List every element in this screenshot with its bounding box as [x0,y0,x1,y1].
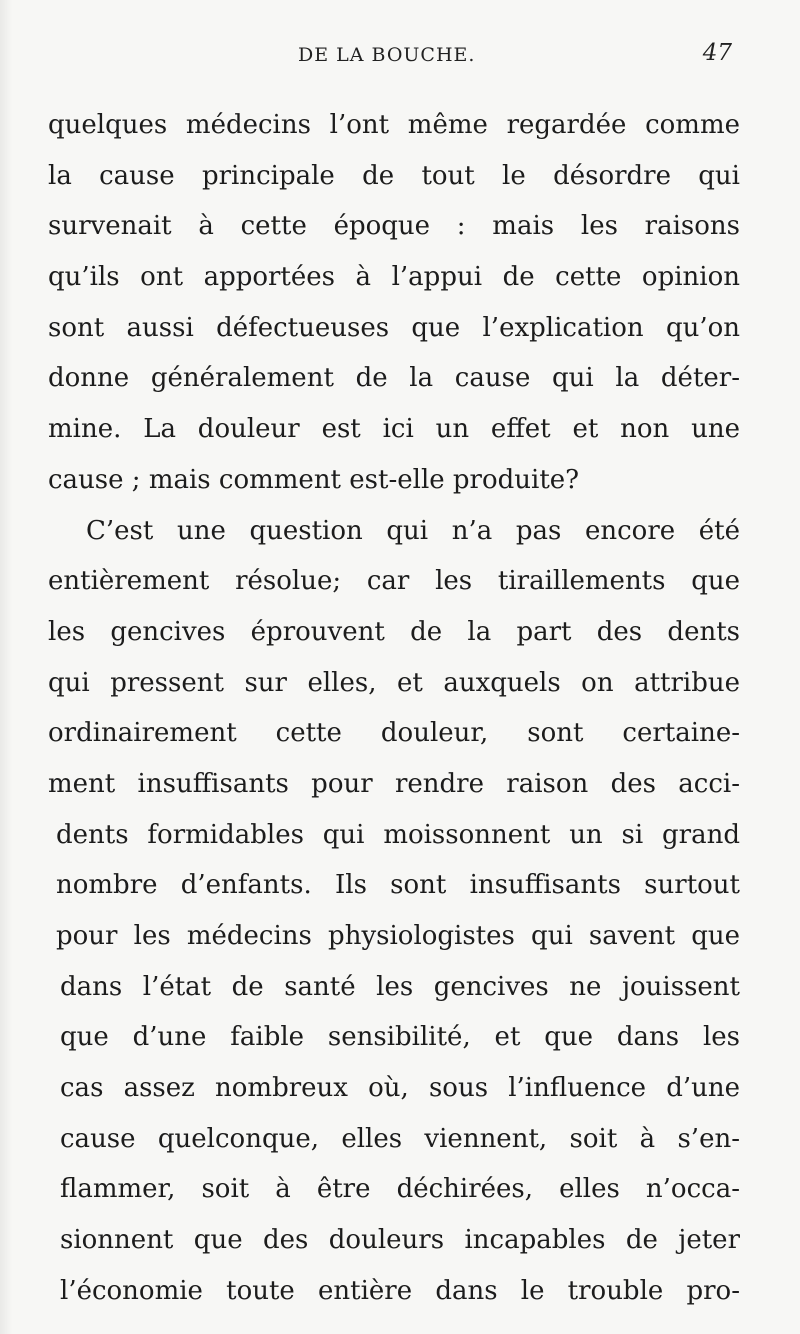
body-text [48,100,740,1317]
text-line: cas assez nombreux où, sous l’influence d’une [60,1073,740,1104]
text-line: survenait à cette époque : mais les raisons [48,211,740,242]
text-line: pour les médecins physiologistes qui savent que [56,921,740,951]
text-line: entièrement résolue; car les tiraillements que [48,566,740,597]
text-line: nombre d’enfants. Ils sont insuffisants surtout [56,870,740,901]
text-line: ment insuffisants pour rendre raison des acci- [48,768,740,799]
text-line: l’économie toute entière dans le trouble pro- [60,1275,740,1306]
text-line: cause quelconque, elles viennent, soit à s’en- [60,1123,740,1154]
text-line: qui pressent sur elles, et auxquels on attribue [48,667,740,698]
paragraph-end-line: cause ; mais comment est-elle produite? [48,464,580,495]
page-number: 47 [702,40,732,66]
text-line: dans l’état de santé les gencives ne jouissent [60,971,740,1002]
text-line: qu’ils ont apportées à l’appui de cette opinion [48,262,740,293]
text-line: les gencives éprouvent de la part des dents [48,616,740,647]
page-edge-shadow [0,0,12,1334]
page-header [0,40,800,74]
text-line: dents formidables qui moissonnent un si grand [56,819,740,850]
text-line: que d’une faible sensibilité, et que dans les [60,1022,740,1053]
paragraph-start-line: C’est une question qui n’a pas encore été [86,515,740,546]
text-line: la cause principale de tout le désordre qui [48,160,740,191]
text-line: flammer, soit à être déchirées, elles n’occa- [60,1174,740,1205]
text-line: donne généralement de la cause qui la déter- [48,363,740,394]
text-line: sionnent que des douleurs incapables de jeter [60,1225,740,1256]
text-line: ordinairement cette douleur, sont certaine- [48,718,740,749]
running-head: DE LA BOUCHE. [298,44,476,66]
text-line: mine. La douleur est ici un effet et non une [48,414,740,445]
text-line: sont aussi défectueuses que l’explication qu’on [48,312,740,343]
text-line: quelques médecins l’ont même regardée comme [48,110,740,140]
